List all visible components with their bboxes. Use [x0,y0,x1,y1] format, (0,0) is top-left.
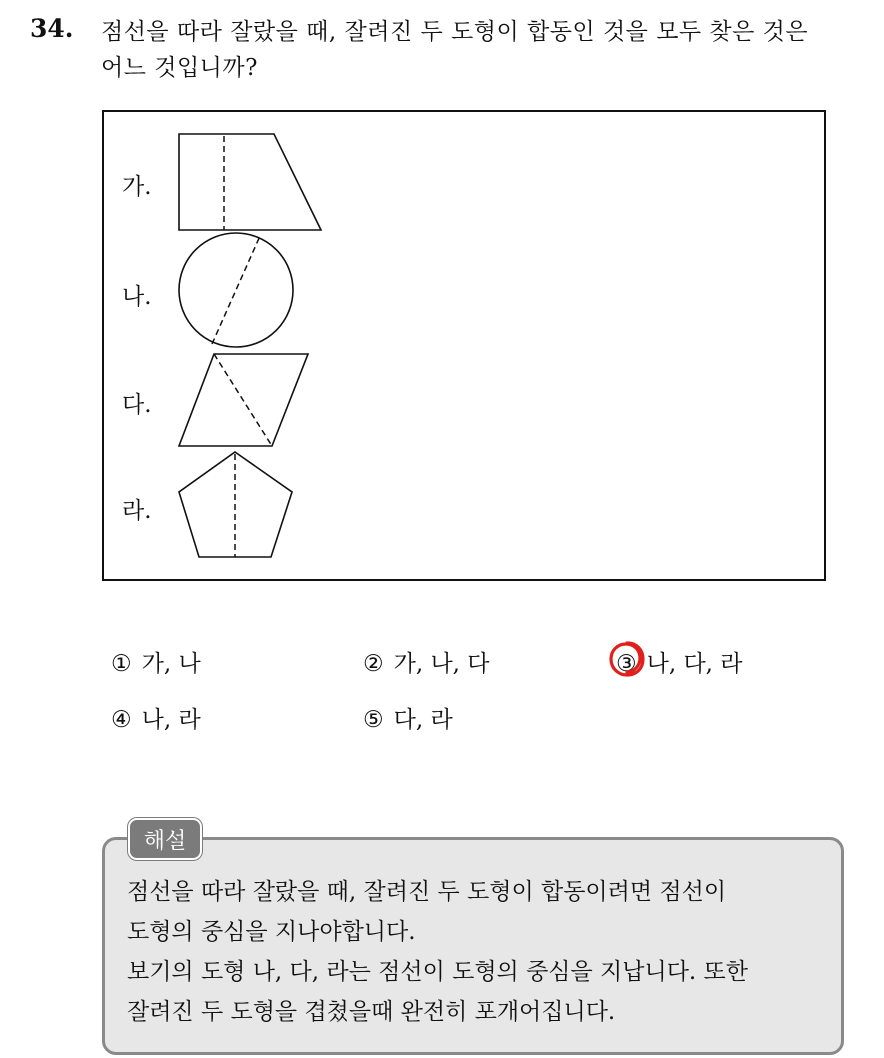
choice-3-text: 나, 다, 라 [646,651,743,677]
explanation-line-4: 잘려진 두 도형을 겹쳤을때 완전히 포개어집니다. [127,999,616,1025]
choice-1-number: ① [111,651,132,677]
choice-2-text: 가, 나, 다 [393,651,490,677]
choice-4-text: 나, 라 [141,707,201,733]
choice-4[interactable] [111,701,201,734]
explanation-text [127,872,827,1032]
label-da: 다. [122,392,152,418]
choice-4-number: ④ [111,707,132,733]
choice-1[interactable] [111,645,201,678]
trapezoid-shape [179,134,321,230]
choice-2-number: ② [363,651,384,677]
parallelogram-shape [179,354,308,446]
answer-mark-icon [607,639,647,679]
explanation-line-2: 도형의 중심을 지나야합니다. [127,919,416,945]
explanation-tag: 해설 [128,818,202,860]
choice-5[interactable] [363,701,453,734]
circle-shape [179,233,293,347]
question-text-line-1: 점선을 따라 잘랐을 때, 잘려진 두 도형이 합동인 것을 모두 찾은 것은 [101,19,809,45]
choice-5-number: ⑤ [363,707,384,733]
choice-3-number: ③ [616,651,637,677]
explanation-line-1: 점선을 따라 잘랐을 때, 잘려진 두 도형이 합동이려면 점선이 [127,879,727,905]
label-ga: 가. [122,174,152,200]
label-na: 나. [122,284,152,310]
choice-2[interactable] [363,645,490,678]
question-text-line-2: 어느 것입니까? [101,55,258,81]
explanation-line-3: 보기의 도형 나, 다, 라는 점선이 도형의 중심을 지납니다. 또한 [127,959,748,985]
choice-5-text: 다, 라 [393,707,453,733]
question-text [101,14,871,86]
pentagon-shape [179,452,292,557]
choice-1-text: 가, 나 [141,651,201,677]
figure-box [102,110,826,581]
question-number: 34. [30,14,74,43]
figure-shapes [104,112,824,579]
label-ra: 라. [122,498,152,524]
